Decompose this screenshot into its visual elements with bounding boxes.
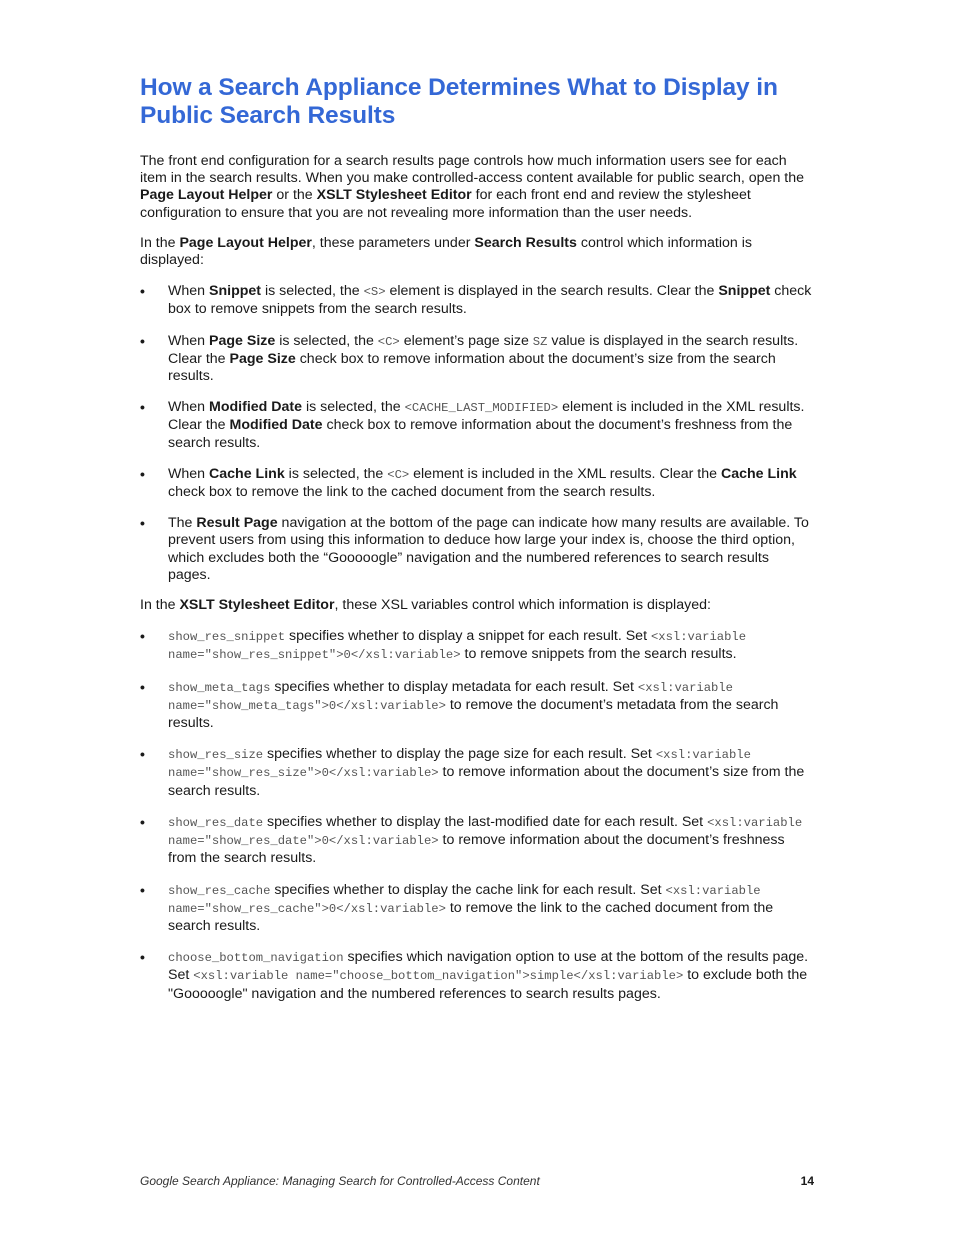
- bullet-icon: •: [140, 628, 145, 645]
- bullet-icon: •: [140, 746, 145, 763]
- plh-intro-paragraph: In the Page Layout Helper, these parameters under Search Results control which information is displayed:: [140, 234, 752, 269]
- intro-paragraph: The front end configuration for a search results page controls how much information users see for each item in the search results. When you make controlled-access content available for public search, open the Page Layout Helper or the XSLT Stylesheet Editor for each front end and review the stylesheet configuration to ensure that you are not revealing more information than the user needs.: [140, 153, 805, 221]
- bullet-icon: •: [140, 399, 145, 416]
- list-item-show-meta-tags: • show_meta_tags specifies whether to display metadata for each result. Set <xsl:variable name="show_meta_tags">0</xsl:variable> to remove the document’s metadata from the search results.: [140, 678, 779, 732]
- list-item-show-res-cache: • show_res_cache specifies whether to display the cache link for each result. Set <xsl:variable name="show_res_cache">0</xsl:variable> to remove the link to the cached document from the search results.: [140, 881, 774, 934]
- page-heading: How a Search Appliance Determines What to Display in Public Search Results: [140, 74, 778, 129]
- list-item-modified-date: • When Modified Date is selected, the <CACHE_LAST_MODIFIED> element is included in the XML results. Clear the Modified Date check box to remove information about the document’s freshness from the search results.: [140, 399, 805, 451]
- list-item-show-res-date: • show_res_date specifies whether to display the last-modified date for each result. Set <xsl:variable name="show_res_date">0</xsl:variable> to remove information about the document’s freshness from the search results.: [140, 813, 803, 867]
- list-item-page-size: • When Page Size is selected, the <C> element’s page size SZ value is displayed in the search results. Clear the Page Size check box to remove information about the document’s size from the search results.: [140, 332, 799, 385]
- page-layout-helper-term: Page Layout Helper: [140, 187, 273, 204]
- page-footer: [140, 1174, 814, 1189]
- bullet-icon: •: [140, 283, 145, 300]
- page-number: 14: [800, 1174, 814, 1188]
- bullet-icon: •: [140, 515, 145, 532]
- xslt-variable-list: [140, 628, 814, 1002]
- bullet-icon: •: [140, 881, 145, 898]
- bullet-icon: •: [140, 678, 145, 695]
- list-item-show-res-size: • show_res_size specifies whether to display the page size for each result. Set <xsl:variable name="show_res_size">0</xsl:variable> to remove information about the document’s size from the search results.: [140, 746, 805, 799]
- footer-title: Google Search Appliance: Managing Search for Controlled-Access Content: [140, 1174, 540, 1188]
- bullet-icon: •: [140, 949, 145, 966]
- plh-parameter-list: [140, 283, 814, 584]
- xslt-intro-paragraph: In the XSLT Stylesheet Editor, these XSL variables control which information is displayed:: [140, 597, 711, 614]
- list-item-show-res-snippet: • show_res_snippet specifies whether to display a snippet for each result. Set <xsl:variable name="show_res_snippet">0</xsl:variable> to remove snippets from the search results.: [140, 628, 747, 663]
- bullet-icon: •: [140, 465, 145, 482]
- list-item-result-page: • The Result Page navigation at the bottom of the page can indicate how many results are available. To prevent users from using this information to deduce how large your index is, choose the third option, which excludes both the “Gooooogle” navigation and the numbered references to search results pages.: [140, 515, 809, 583]
- list-item-choose-bottom-navigation: • choose_bottom_navigation specifies which navigation option to use at the bottom of the results page. Set <xsl:variable name="choose_bottom_navigation">simple</xsl:variable> to exclude both the "Gooooogle" navigation and the numbered references to search results pages.: [140, 949, 809, 1002]
- xslt-editor-term: XSLT Stylesheet Editor: [316, 187, 472, 204]
- bullet-icon: •: [140, 332, 145, 349]
- list-item-cache-link: • When Cache Link is selected, the <C> element is included in the XML results. Clear the Cache Link check box to remove the link to the cached document from the search results.: [140, 465, 797, 501]
- page-content: [140, 74, 814, 1003]
- list-item-snippet: • When Snippet is selected, the <S> element is displayed in the search results. Clear the Snippet check box to remove snippets from the search results.: [140, 283, 812, 318]
- bullet-icon: •: [140, 813, 145, 830]
